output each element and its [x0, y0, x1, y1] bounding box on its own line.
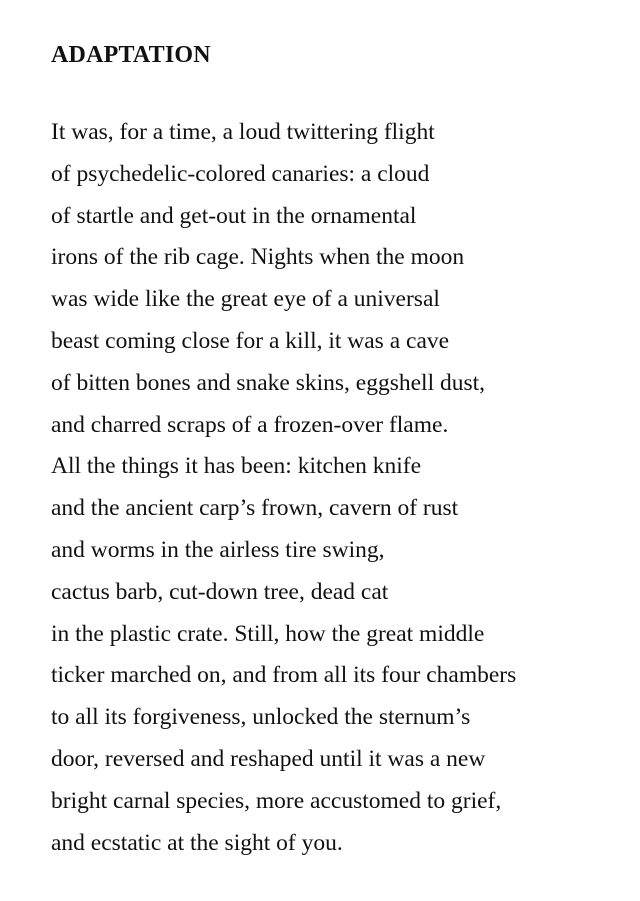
poem-line: irons of the rib cage. Nights when the moon	[51, 244, 465, 271]
poem-line: and the ancient carp’s frown, cavern of rust	[51, 495, 459, 522]
poem-line: and worms in the airless tire swing,	[51, 536, 385, 563]
poem-line: of bitten bones and snake skins, eggshell dust,	[51, 369, 486, 396]
poem-line: to all its forgiveness, unlocked the sternum’s	[51, 704, 471, 731]
poem-line: ticker marched on, and from all its four chambers	[51, 662, 517, 689]
poem-line: door, reversed and reshaped until it was a new	[51, 745, 486, 772]
poem-line: cactus barb, cut-down tree, dead cat	[51, 578, 389, 605]
poem-line: bright carnal species, more accustomed to grief,	[51, 787, 502, 814]
poem-line: It was, for a time, a loud twittering flight	[51, 119, 435, 145]
poem-line: beast coming close for a kill, it was a cave	[51, 327, 450, 354]
poem-body	[51, 115, 516, 867]
poem-line: in the plastic crate. Still, how the great middle	[51, 620, 485, 647]
poem-line: All the things it has been: kitchen knife	[51, 453, 422, 480]
poem-title: ADAPTATION	[51, 42, 211, 68]
poem-line: was wide like the great eye of a universal	[51, 286, 440, 313]
poem-line: and ecstatic at the sight of you.	[51, 829, 343, 856]
poem-line: and charred scraps of a frozen-over flame.	[51, 411, 449, 438]
poem-line: of psychedelic-colored canaries: a cloud	[51, 160, 430, 187]
poem-line: of startle and get-out in the ornamental	[51, 202, 417, 229]
